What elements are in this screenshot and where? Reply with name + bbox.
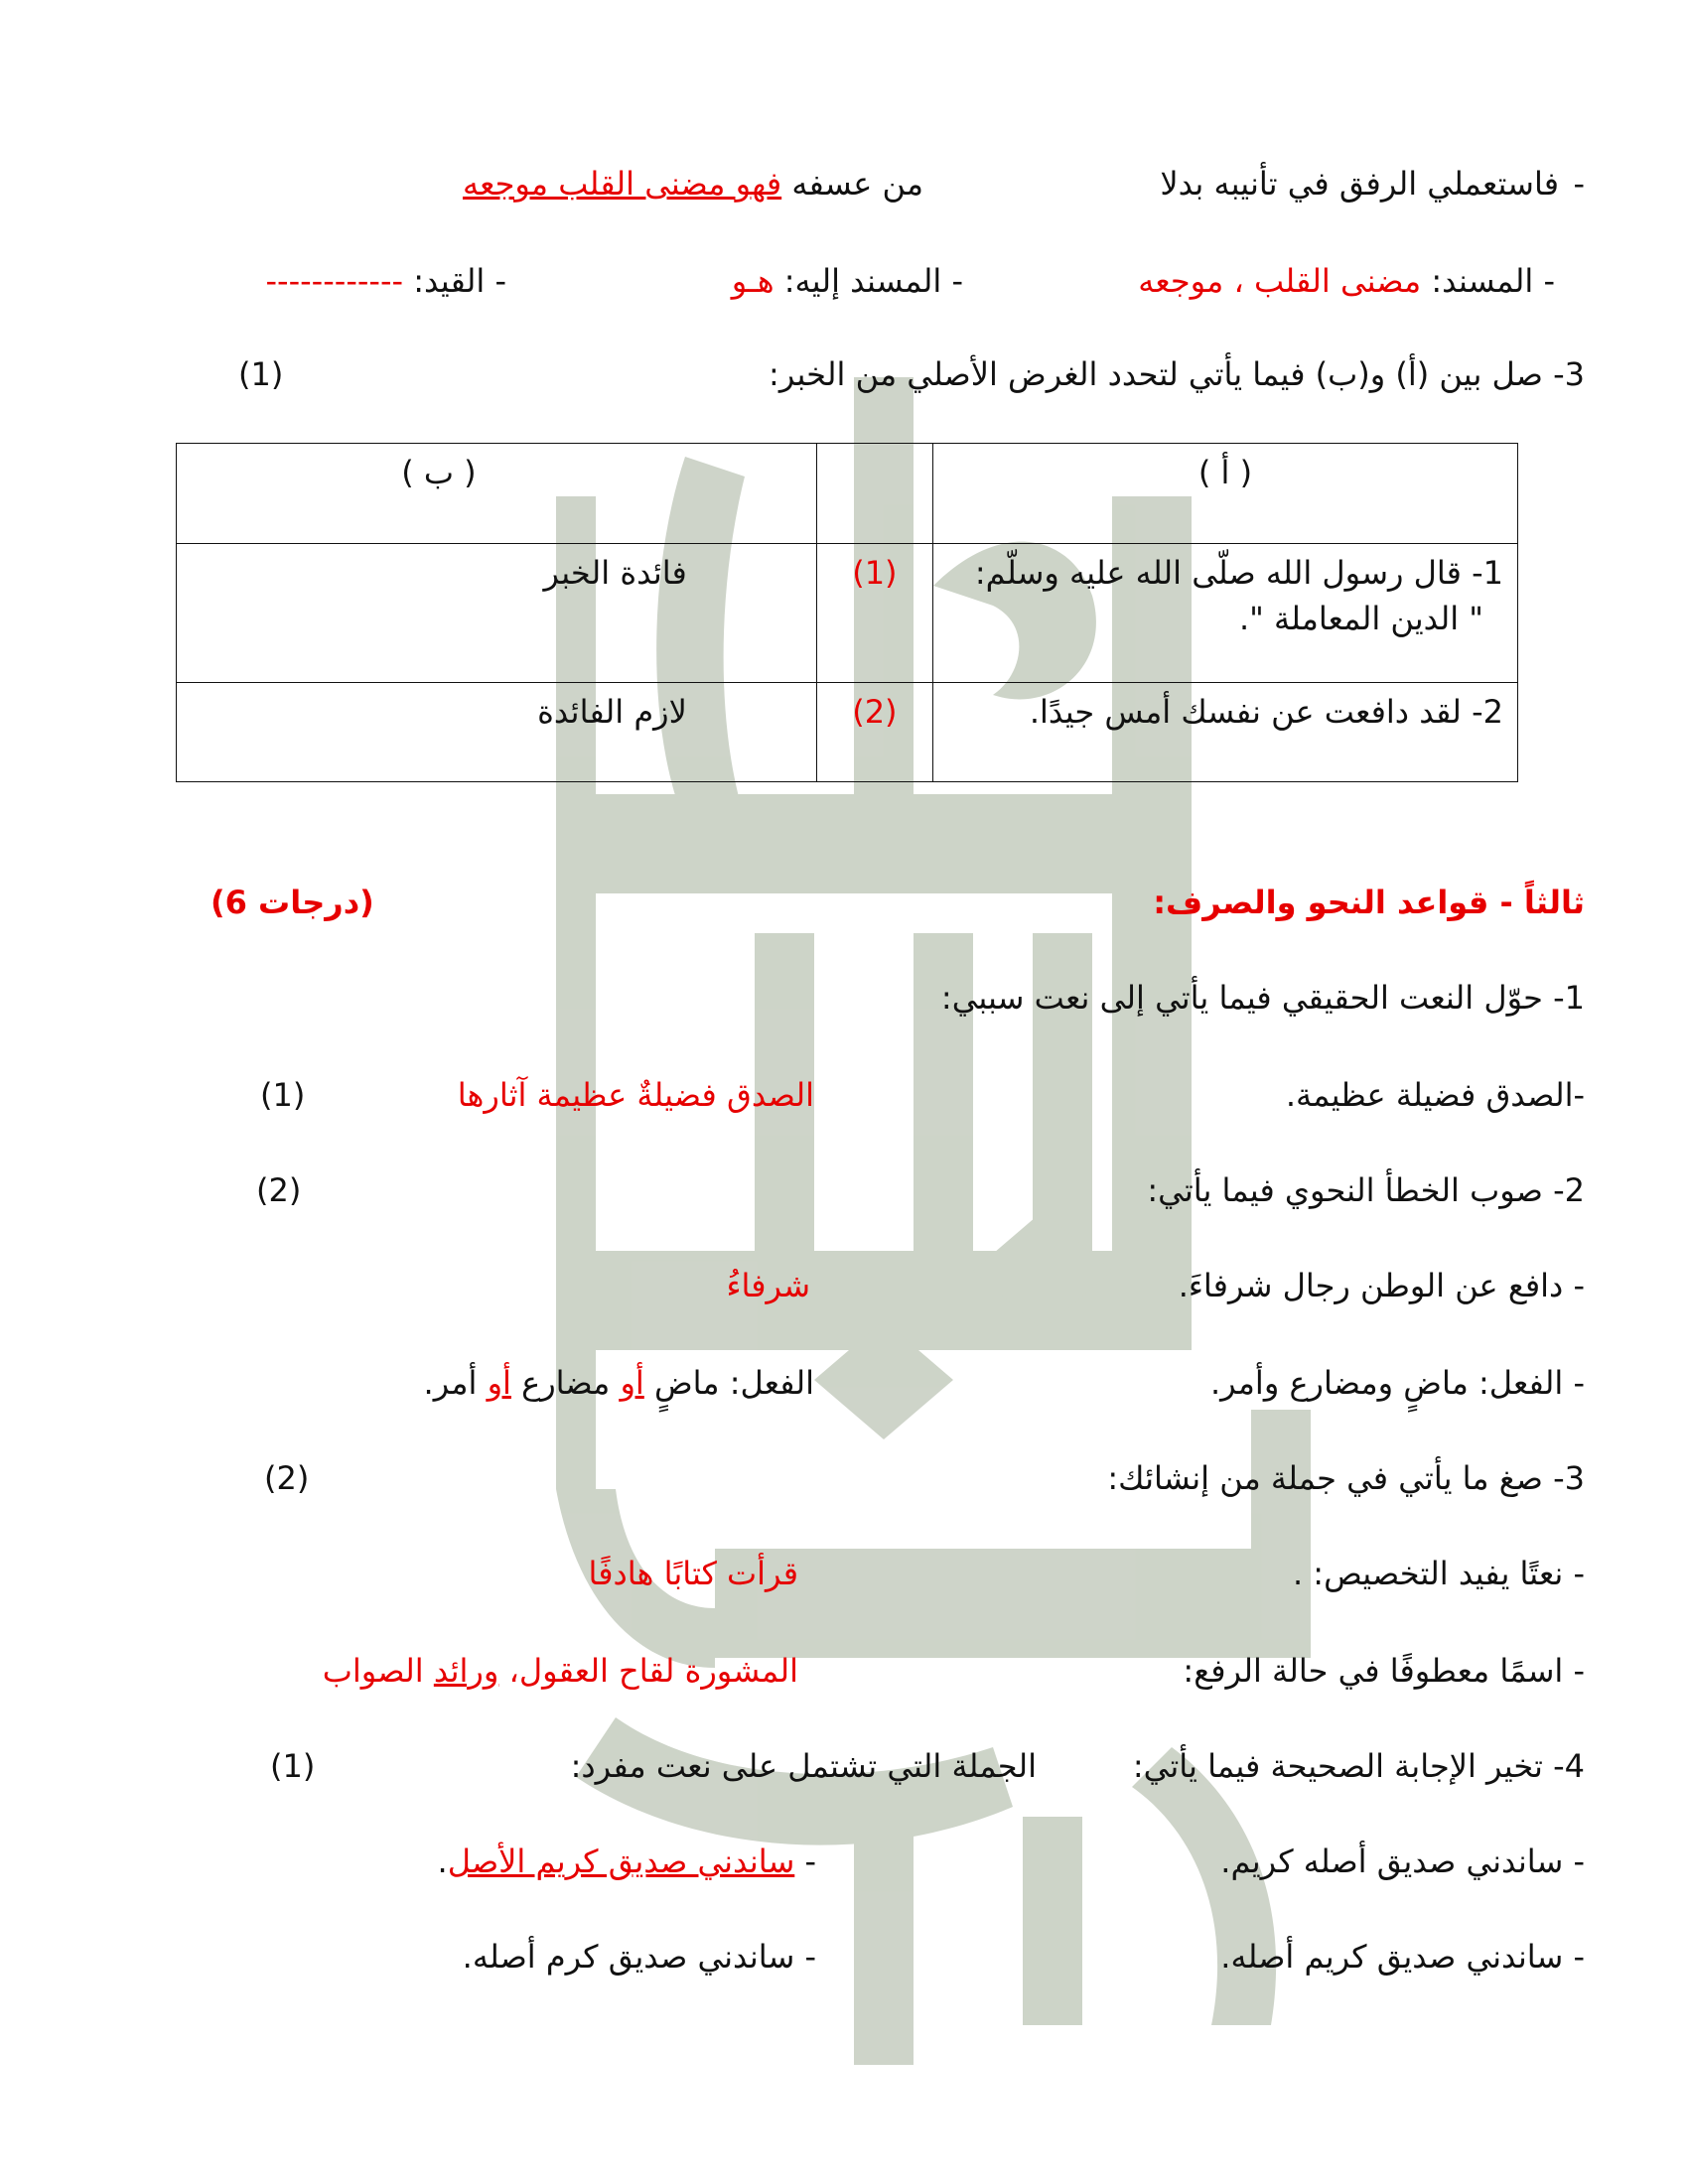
q3b-item1: - نعتًا يفيد التخصيص: . <box>1292 1555 1585 1592</box>
musnad-label: - المسند: <box>1431 262 1555 300</box>
q3b-instruction: 3- صغ ما يأتي في جملة من إنشائك: <box>1107 1459 1585 1497</box>
row1-match: (1) <box>816 544 932 683</box>
qaid-line <box>265 262 506 300</box>
q1-answer: الصدق فضيلةٌ عظيمة آثارها <box>457 1076 814 1114</box>
q2-item1: - دافع عن الوطن رجال شرفاءَ. <box>1178 1267 1585 1304</box>
poem-hemistich-2-plain: من عسفه <box>791 165 923 203</box>
row2-a: 2- لقد دافعت عن نفسك أمس جيدًا. <box>932 683 1517 782</box>
q4-option-2-answer: ساندني صديق كريم الأصل <box>447 1843 795 1880</box>
q2-item2-answer-p3: أمر. <box>423 1364 478 1402</box>
musnad-answer: مضنى القلب ، موجعه <box>1138 262 1422 300</box>
header-a: ( أ ) <box>932 444 1517 544</box>
row1-a <box>932 544 1517 683</box>
q3b-item2-answer <box>323 1652 798 1690</box>
q1-mark: (1) <box>260 1076 306 1114</box>
row1-b: فائدة الخبر <box>177 544 817 683</box>
table-header-row <box>177 444 1518 544</box>
q3b-item2-answer-p3: الصواب <box>322 1652 424 1690</box>
musnad-ilayh-label: - المسند إليه: <box>783 262 963 300</box>
table-row <box>177 683 1518 782</box>
qaid-label: - القيد: <box>413 262 506 300</box>
header-mid <box>816 444 932 544</box>
row2-match: (2) <box>816 683 932 782</box>
q3-instruction: 3- صل بين (أ) و(ب) فيما يأتي لتحدد الغرض الأصلي من الخبر: <box>769 355 1585 393</box>
q3b-item2-answer-p2: ورائد <box>433 1652 499 1690</box>
q3b-item2: - اسمًا معطوفًا في حالة الرفع: <box>1183 1652 1585 1690</box>
q4-option-1: - ساندني صديق أصله كريم. <box>1220 1843 1585 1880</box>
poem-hemistich-2 <box>463 165 923 203</box>
row1-a-line1: 1- قال رسول الله صلّى الله عليه وسلّم: <box>974 554 1503 592</box>
section-title: ثالثاً - قواعد النحو والصرف: <box>1153 884 1585 921</box>
q2-item2-answer-p2: مضارع <box>521 1364 611 1402</box>
q2-item2-answer-or2: أو <box>487 1364 511 1402</box>
matching-table <box>176 443 1518 782</box>
musnad-line <box>1138 262 1555 300</box>
q2-item1-answer: شرفاءُ <box>726 1267 810 1304</box>
q4-question: الجملة التي تشتمل على نعت مفرد: <box>570 1747 1037 1785</box>
q3b-item2-answer-p1: المشورة لقاح العقول، <box>508 1652 798 1690</box>
header-b: ( ب ) <box>177 444 817 544</box>
q2-item2-answer-p1: الفعل: ماضٍ <box>653 1364 814 1402</box>
musnad-ilayh-line <box>732 262 963 300</box>
section-grade: (6 درجات) <box>211 884 374 921</box>
q4-option-4: - ساندني صديق كرم أصله. <box>462 1938 816 1976</box>
q2-item2-answer <box>424 1364 814 1402</box>
q4-option-2-dash: - <box>804 1843 816 1880</box>
q3b-mark: (2) <box>264 1459 310 1497</box>
q2-instruction: 2- صوب الخطأ النحوي فيما يأتي: <box>1147 1171 1585 1209</box>
table-row <box>177 544 1518 683</box>
poem-dash: - <box>1573 165 1585 203</box>
q2-item2: - الفعل: ماضٍ ومضارع وأمر. <box>1209 1364 1585 1402</box>
qaid-answer: ------------ <box>265 262 404 300</box>
q1-sentence: -الصدق فضيلة عظيمة. <box>1285 1076 1585 1114</box>
q2-mark: (2) <box>256 1171 302 1209</box>
q4-option-3: - ساندني صديق كريم أصله. <box>1220 1938 1585 1976</box>
q4-option-2-dot: . <box>437 1843 448 1880</box>
row2-b: لازم الفائدة <box>177 683 817 782</box>
q1-instruction: 1- حوّل النعت الحقيقي فيما يأتي إلى نعت سببي: <box>940 979 1585 1017</box>
poem-answer: فهو مضنى القلب موجعه <box>462 165 782 203</box>
q3-mark: (1) <box>238 355 284 393</box>
q4-option-2 <box>438 1843 816 1880</box>
musnad-ilayh-answer: هـو <box>731 262 774 300</box>
row1-a-line2: " الدين المعاملة ". <box>1238 600 1483 637</box>
poem-hemistich-1: فاستعملي الرفق في تأنيبه بدلا <box>1160 165 1559 203</box>
q2-item2-answer-or1: أو <box>620 1364 644 1402</box>
q4-instruction: 4- تخير الإجابة الصحيحة فيما يأتي: <box>1132 1747 1585 1785</box>
q4-mark: (1) <box>270 1747 316 1785</box>
q3b-item1-answer: قرأت كتابًا هادفًا <box>588 1555 798 1592</box>
